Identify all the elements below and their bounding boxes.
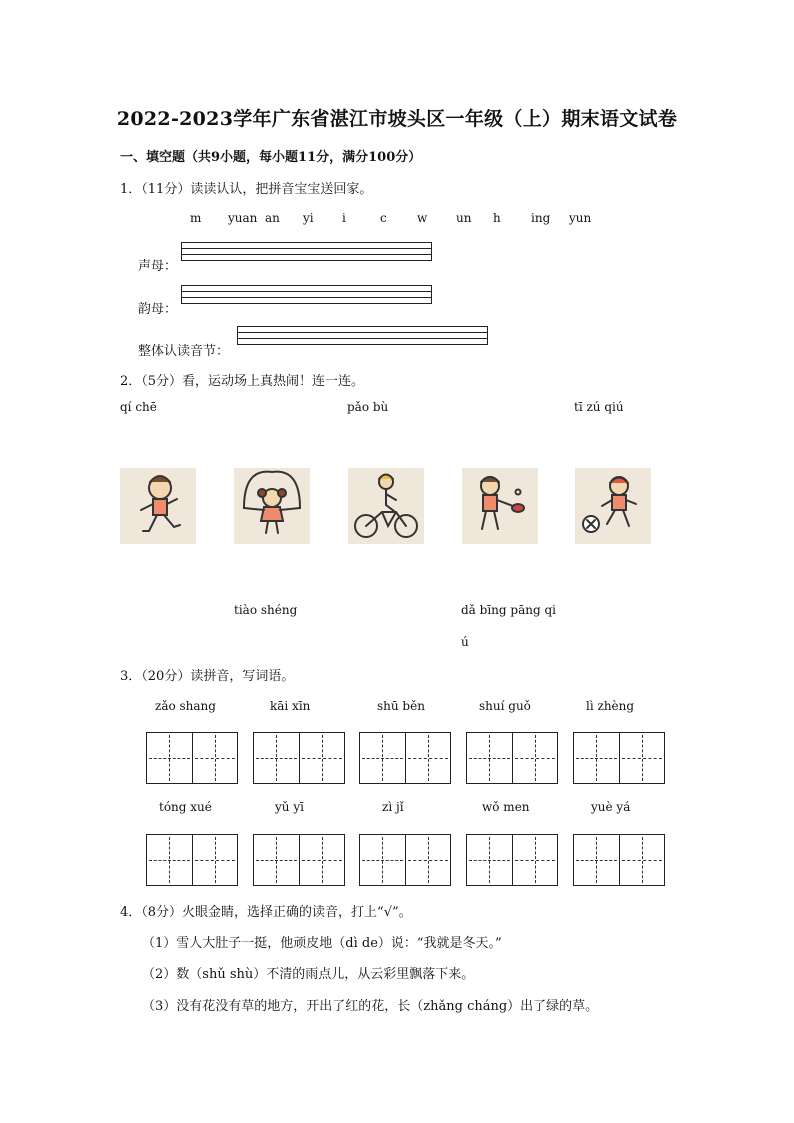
q1-syllable: c [380,211,387,225]
tianzi-grid[interactable] [359,732,451,784]
tianzi-grid[interactable] [146,834,238,886]
q1-syllable: yuan [228,211,258,225]
q2-top-pinyin: tī zú qiú [574,400,624,414]
q2-top-pinyin: qí chē [120,400,157,414]
q3-pinyin: yuè yá [591,800,631,814]
tianzi-grid[interactable] [573,834,665,886]
q3-pinyin: wǒ men [482,800,530,814]
yunmu-writing-lines[interactable] [181,285,432,304]
zhengti-writing-lines[interactable] [237,326,488,345]
tianzi-grid[interactable] [466,834,558,886]
question-1-stem: 1．（11分）读读认认，把拼音宝宝送回家。 [120,182,373,197]
football-boy-image[interactable] [575,468,651,544]
tianzi-grid[interactable] [253,732,345,784]
running-boy-image[interactable] [120,468,196,544]
q3-pinyin: yǔ yī [275,800,304,814]
question-2-stem: 2．（5分）看，运动场上真热闹！连一连。 [120,374,365,389]
q1-syllable: h [493,211,501,225]
q2-top-pinyin: pǎo bù [347,400,389,414]
tianzi-grid[interactable] [573,732,665,784]
q2-bottom-pinyin: tiào shéng [234,603,298,617]
q4-item: （1）雪人大肚子一挺，他顽皮地（dì de）说：“我就是冬天。” [142,936,502,951]
q1-syllable: i [342,211,346,225]
q3-pinyin: zì jǐ [382,800,404,814]
q1-syllable: w [417,211,428,225]
tianzi-grid[interactable] [466,732,558,784]
shengmu-writing-lines[interactable] [181,242,432,261]
q1-syllable: yun [569,211,592,225]
q3-pinyin: kāi xīn [270,699,311,713]
section-heading: 一、填空题（共9小题，每小题11分，满分100分） [120,150,422,165]
q1-syllable: yi [303,211,314,225]
q3-pinyin: shuí guǒ [479,699,531,713]
jump-rope-girl-image[interactable] [234,468,310,544]
q2-bottom-pinyin: dǎ bīng pāng qi [461,603,556,617]
page-title: 2022-2023学年广东省湛江市坡头区一年级（上）期末语文试卷 [116,108,678,130]
q1-syllable: ing [531,211,551,225]
yunmu-label: 韵母： [138,302,178,317]
question-3-stem: 3．（20分）读拼音，写词语。 [120,669,295,684]
q1-syllable: m [190,211,202,225]
shengmu-label: 声母： [138,259,178,274]
q3-pinyin: lì zhèng [586,699,635,713]
tianzi-grid[interactable] [146,732,238,784]
ping-pong-boy-image[interactable] [462,468,538,544]
q3-pinyin: zǎo shang [155,699,216,713]
q4-item: （2）数（shǔ shù）不清的雨点儿，从云彩里飘落下来。 [142,967,475,982]
q2-bottom-pinyin: ú [461,635,469,649]
q1-syllable: an [265,211,280,225]
q1-syllable: un [456,211,472,225]
q3-pinyin: shū běn [377,699,425,713]
tianzi-grid[interactable] [359,834,451,886]
question-4-stem: 4．（8分）火眼金睛，选择正确的读音，打上“√”。 [120,905,412,920]
q3-pinyin: tóng xué [159,800,212,814]
cycling-boy-image[interactable] [348,468,424,544]
q4-item: （3）没有花没有草的地方，开出了红的花，长（zhǎng cháng）出了绿的草。 [142,999,599,1014]
tianzi-grid[interactable] [253,834,345,886]
zhengti-label: 整体认读音节： [138,344,230,359]
